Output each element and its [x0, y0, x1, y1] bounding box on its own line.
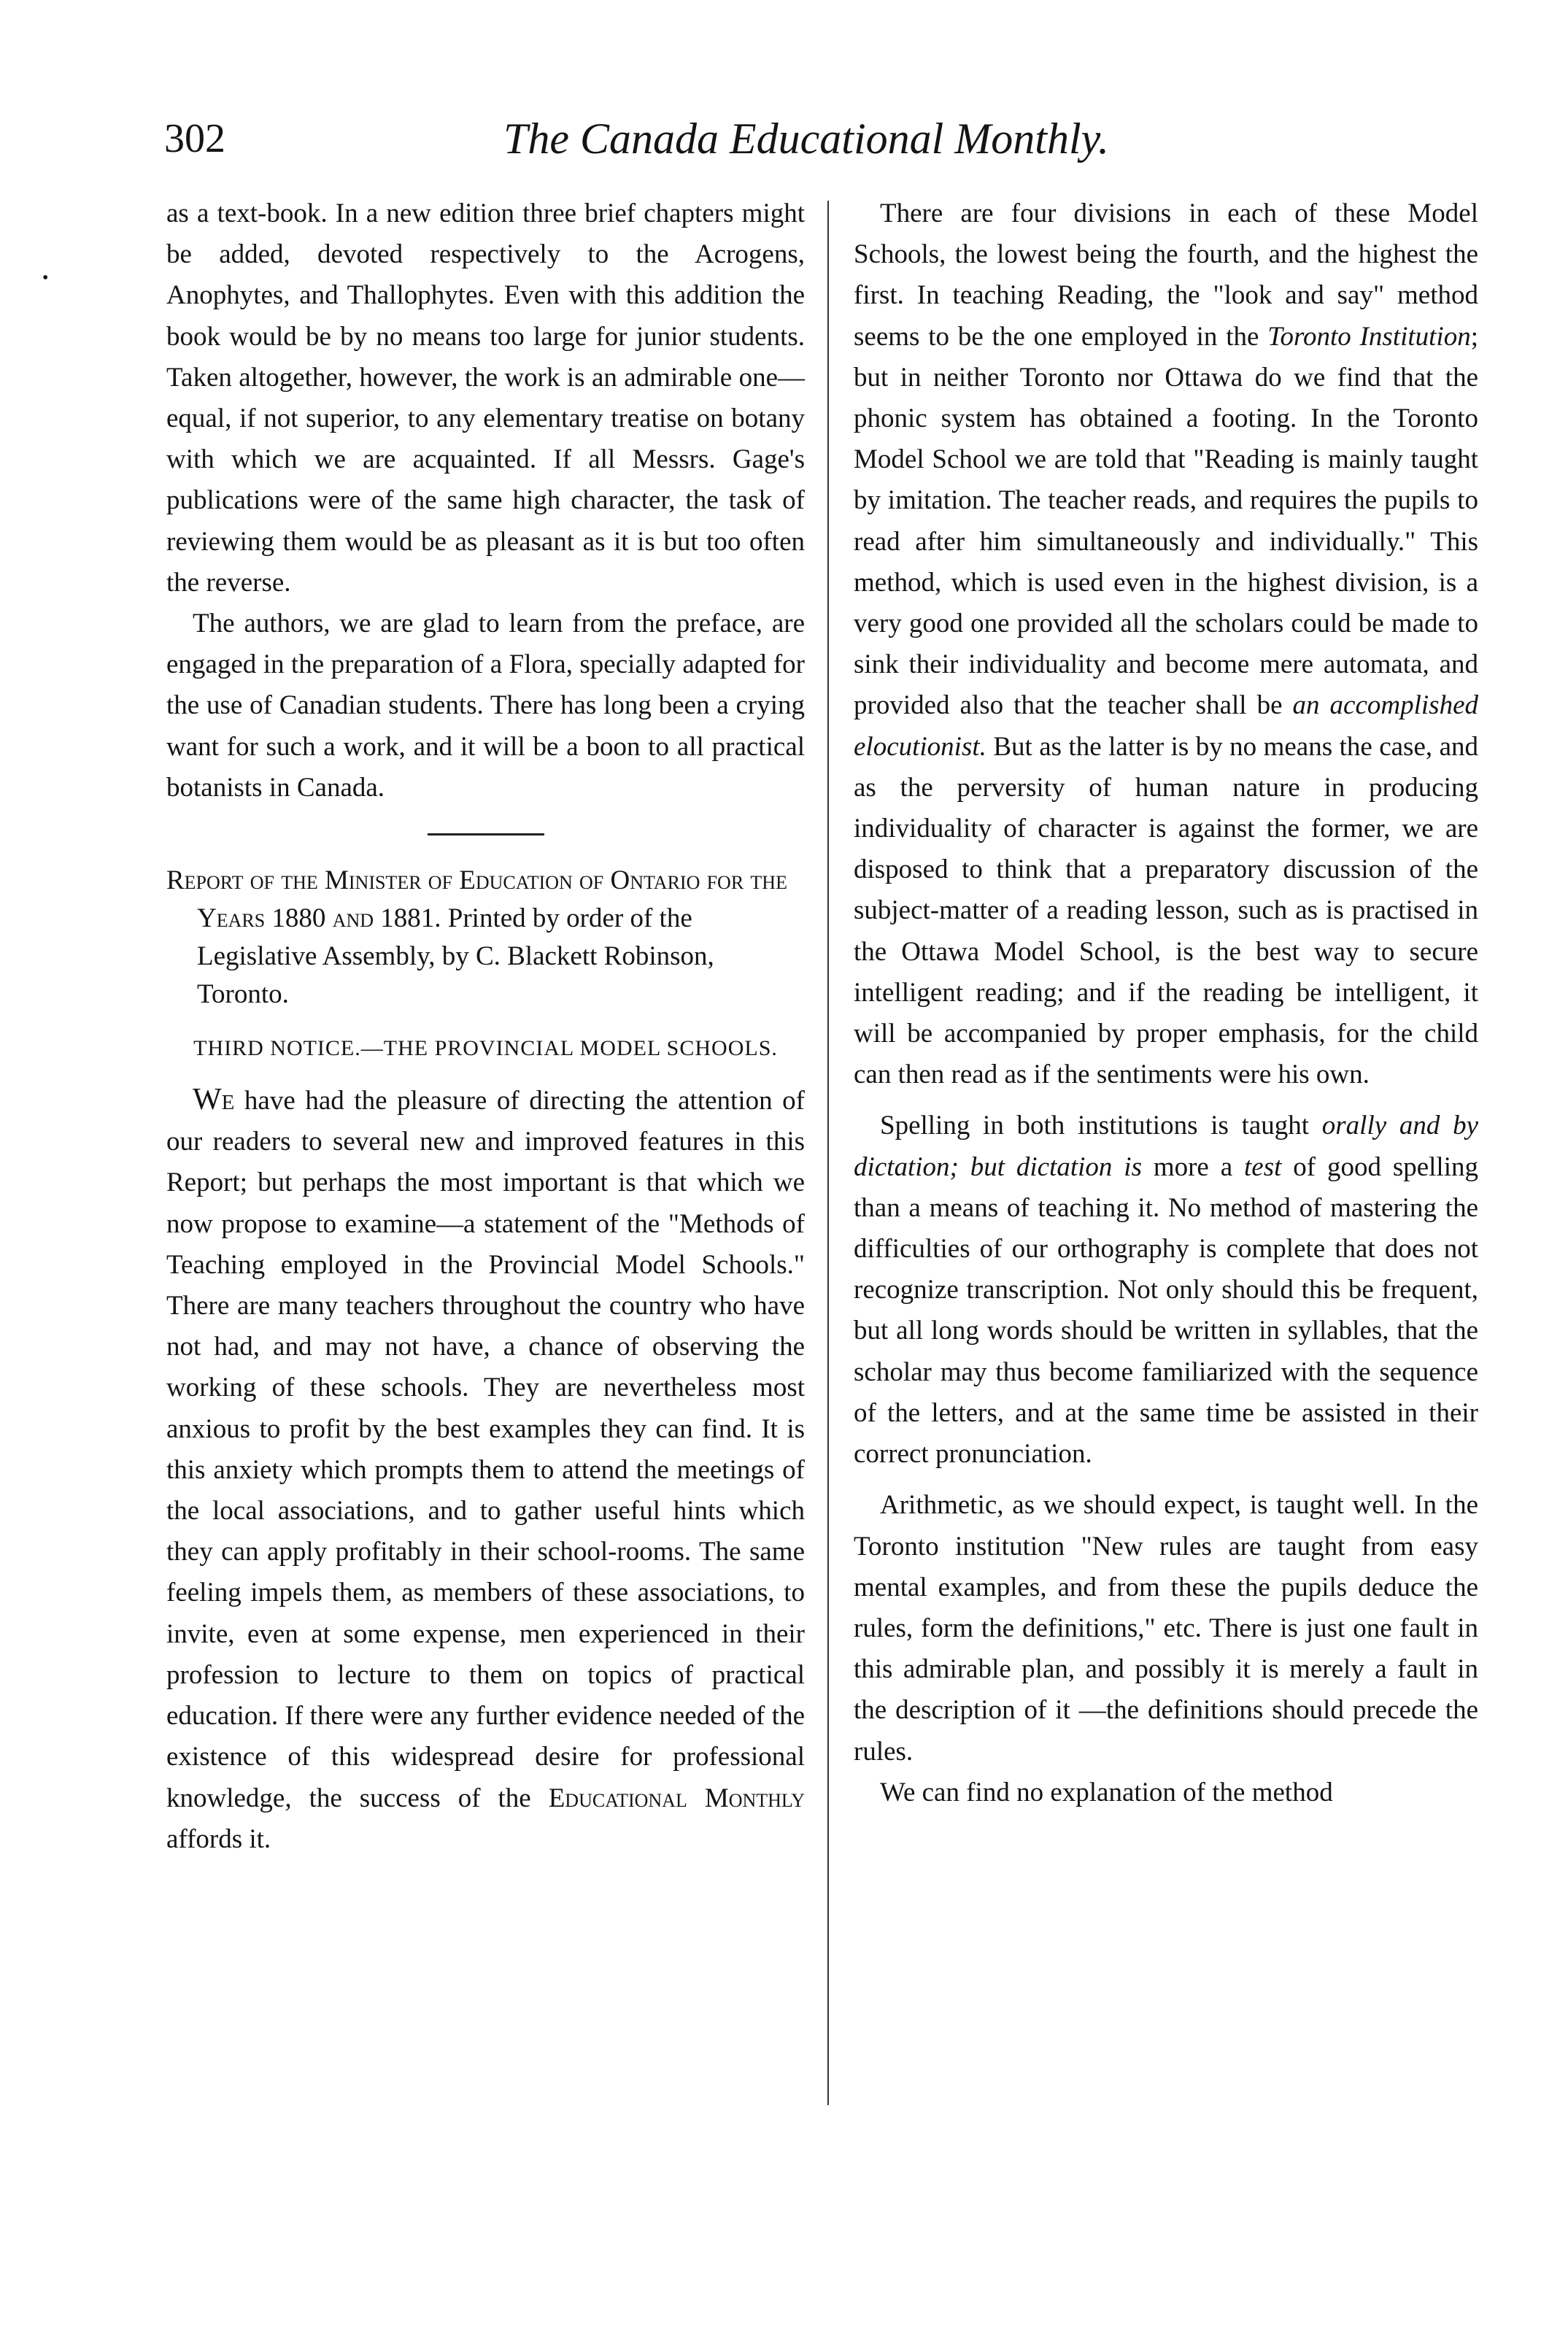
- margin-dot: •: [42, 269, 49, 287]
- report-title: Report of the Minister of Education of Ontario for the Years 1880 and 1881. Printed by order of the Legislative Assembly, by C. Blackett Robinson, Toronto.: [166, 865, 787, 1010]
- page-number: 302: [164, 116, 225, 161]
- method-paragraph: We can find no explanation of the method: [880, 1777, 1333, 1807]
- running-title: The Canada Educational Monthly.: [503, 115, 1109, 163]
- page-header: [0, 109, 1568, 175]
- right-column: [854, 193, 1478, 1813]
- spelling-paragraph: Spelling in both institutions is taught orally and by dictation; but dictation is more a test of good spelling than a means of teaching it. No method of mastering the difficulties of our orthography is complete that does not recognize transcription. Not only should this be frequent, but all long words should be written in syllables, that the scholar may thus become familiarized with the sequence of the letters, and at the same time be assisted in their correct pronunciation.: [854, 1111, 1478, 1470]
- notice-heading: THIRD NOTICE.—THE PROVINCIAL MODEL SCHOOLS.: [193, 1036, 778, 1061]
- section-divider: [428, 833, 544, 835]
- reading-paragraph: There are four divisions in each of these Model Schools, the lowest being the fourth, and the highest the first. In teaching Reading, the "look and say" method seems to be the one employed in the Toronto Institution; but in neither Toronto nor Ottawa do we find that the phonic system has obtained a footing. In the Toronto Model School we are told that "Reading is mainly taught by imitation. The teacher reads, and requires the pupils to read after him simultaneously and individually." This method, which is used even in the highest division, is a very good one provided all the scholars could be made to sink their individuality and become mere automata, and provided also that the teacher shall be an accomplished elocutionist. But as the latter is by no means the case, and as the perversity of human nature in producing individuality of character is against the former, we are disposed to think that a preparatory discussion of the subject-matter of a reading lesson, such as is practised in the Ottawa Model School, is the best way to secure intelligent reading; and if the reading be intelligent, it will be accompanied by proper emphasis, for the child can then read as if the sentiments were his own.: [854, 198, 1478, 1090]
- review-conclusion-paragraph: as a text-book. In a new edition three brief chapters might be added, devoted respectively to the Acrogens, Anophytes, and Thallophytes. Even with this addition the book would be by no means too large for junior students. Taken altogether, however, the work is an admirable one—equal, if not superior, to any elementary treatise on botany with which we are acquainted. If all Messrs. Gage's publications were of the same high character, the task of reviewing them would be as pleasant as it is but too often the reverse.: [166, 198, 805, 598]
- left-column: [166, 193, 805, 1860]
- arithmetic-paragraph: Arithmetic, as we should expect, is taught well. In the Toronto institution "New rules are taught from easy mental examples, and from these the pupils deduce the rules, form the definitions," etc. There is just one fault in this admirable plan, and possibly it is merely a fault in the description of it —the definitions should precede the rules.: [854, 1490, 1478, 1767]
- model-schools-intro-paragraph: We have had the pleasure of directing the attention of our readers to several new and improved features in this Report; but perhaps the most important is that which we now propose to examine—a statement of the "Methods of Teaching employed in the Provincial Model Schools." There are many teachers throughout the country who have not had, and may not have, a chance of observing the working of these schools. They are nevertheless most anxious to profit by the best examples they can find. It is this anxiety which prompts them to attend the meetings of the local associations, and to gather useful hints which they can apply profitably in their school-rooms. The same feeling impels them, as members of these associations, to invite, even at some expense, men experienced in their profession to lecture to them on topics of practical education. If there were any further evidence needed of the existence of this widespread desire for professional knowledge, the success of the Educational Monthly affords it.: [166, 1083, 805, 1854]
- column-rule: [827, 201, 829, 2105]
- review-flora-paragraph: The authors, we are glad to learn from the preface, are engaged in the preparation of a Flora, specially adapted for the use of Canadian students. There has long been a crying want for such a work, and it will be a boon to all practical botanists in Canada.: [166, 609, 805, 803]
